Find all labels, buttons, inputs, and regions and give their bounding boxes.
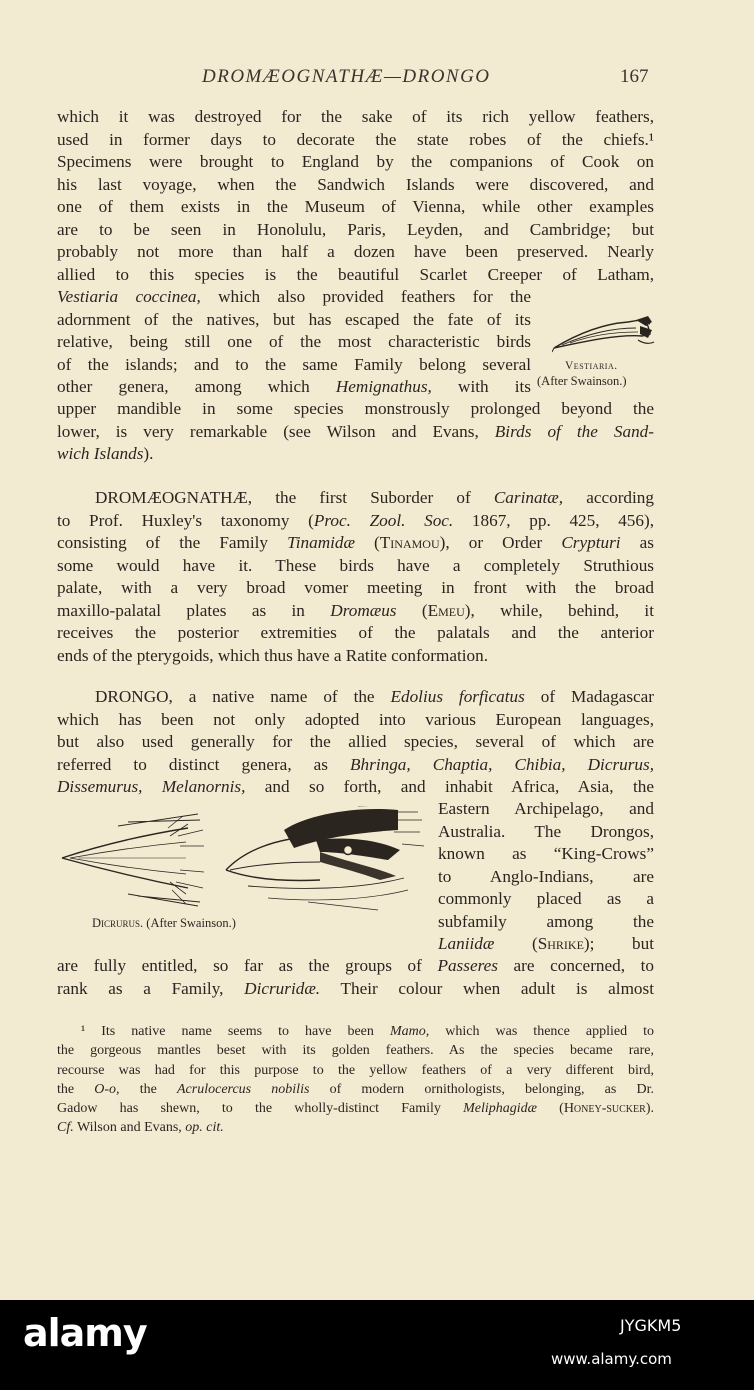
figure-caption-vestiaria: Vestiaria. (565, 360, 618, 372)
paragraph-drongo-end (57, 955, 654, 1000)
text-line: which it was destroyed for the sake of its rich yellow feathers, (57, 107, 654, 126)
text-line: Laniidæ (Shrike); but (438, 934, 654, 953)
entry-headword: DRONGO, a native name of the (95, 687, 391, 706)
text-line: probably not more than half a dozen have been preserved. Nearly (57, 242, 654, 261)
taxon-name: Vestiaria coccinea, (57, 287, 201, 306)
text-line: Eastern Archipelago, and (438, 799, 654, 818)
footnote-line: recourse was had for this purpose to the yellow feathers of a very different bird, (57, 1062, 654, 1078)
running-header (0, 66, 754, 90)
text-line: to Anglo-Indians, are (438, 866, 654, 886)
paragraph-drongo (57, 686, 654, 799)
text-line: commonly placed as a (438, 889, 654, 908)
paragraph-drongo-wrap (438, 798, 654, 956)
text-line: DROMÆOGNATHÆ, the first Suborder of Carinatæ, according (95, 488, 654, 507)
text-line: Vestiaria coccinea, which also provided feathers for the (57, 287, 531, 306)
text-line: maxillo-palatal plates as in Dromæus (Emeu), while, behind, it (57, 600, 654, 620)
text-line: Australia. The Drongos, (438, 821, 654, 841)
watermark-url[interactable]: www.alamy.com (551, 1350, 672, 1368)
text-line: known as “King-Crows” (438, 844, 654, 863)
text-line: upper mandible in some species monstrously prolonged beyond the (57, 399, 654, 418)
text-line: his last voyage, when the Sandwich Islands were discovered, and (57, 174, 654, 194)
footnote-line: the O-o, the Acrulocercus nobilis of modern ornithologists, belonging, as Dr. (57, 1081, 654, 1097)
text-line: wich Islands). (57, 444, 154, 463)
text-line: consisting of the Family Tinamidæ (Tinamou), or Order Crypturi as (57, 533, 654, 552)
footnote-line: Cf. Wilson and Evans, op. cit. (57, 1120, 224, 1136)
footnote-line: Gadow has shewn, to the wholly-distinct Family Meliphagidæ (Honey-sucker). (57, 1101, 654, 1117)
text-line: palate, with a very broad vomer meeting in front with the broad (57, 578, 654, 597)
text-line: ends of the pterygoids, which thus have a Ratite conformation. (57, 645, 489, 665)
paragraph-vestiaria-wrap (57, 286, 531, 399)
text-line: of the islands; and to the same Family belong several (57, 354, 531, 374)
text-line: adornment of the natives, but has escaped the fate of its (57, 309, 531, 329)
text-line: Dissemurus, Melanornis, and so forth, and inhabit Africa, Asia, the (57, 777, 654, 796)
image-id: JYGKM5 (620, 1316, 682, 1335)
taxon-name: Hemignathus, (335, 377, 432, 396)
watermark-banner (0, 1300, 754, 1390)
text-line: referred to distinct genera, as Bhringa, Chaptia, Chibia, Dicrurus, (57, 754, 654, 774)
text-line: one of them exists in the Museum of Vienna, while other examples (57, 197, 654, 216)
text-line: used in former days to decorate the state robes of the chiefs.¹ (57, 129, 654, 149)
text-line: receives the posterior extremities of the palatals and the anterior (57, 623, 654, 642)
text-line: but also used generally for the allied species, several of which are (57, 732, 654, 751)
footnote-line: the gorgeous mantles beset with its golden feathers. As the species became rare, (57, 1043, 654, 1059)
running-title: DROMÆOGNATHÆ—DRONGO (202, 66, 491, 87)
dicrurus-beak-illustration (58, 806, 428, 914)
entry-headword: DROMÆOGNATHÆ, the first Suborder of (95, 488, 494, 507)
alamy-logo[interactable]: alamy (23, 1311, 147, 1355)
figure-caption-dicrurus: Dicrurus. (After Swainson.) (92, 916, 236, 930)
footnote-line: ¹ Its native name seems to have been Mamo, which was thence applied to (81, 1024, 654, 1039)
text-line: other genera, among which Hemignathus, with its (57, 377, 531, 396)
text-line: relative, being still one of the most characteristic birds (57, 332, 531, 351)
vestiaria-beak-illustration (552, 312, 656, 358)
text-line: which has been not only adopted into various European languages, (57, 709, 654, 729)
footnote (57, 1022, 654, 1138)
text-line: rank as a Family, Dicruridæ. Their colour when adult is almost (57, 978, 654, 998)
text-line: subfamily among the (438, 911, 654, 931)
page-number: 167 (620, 66, 649, 87)
text-line: Specimens were brought to England by the companions of Cook on (57, 152, 654, 171)
paragraph-vestiaria-end (57, 398, 654, 466)
text-line: allied to this species is the beautiful Scarlet Creeper of Latham, (57, 264, 654, 284)
text-line: lower, is very remarkable (see Wilson and Evans, Birds of the Sand- (57, 421, 654, 441)
text-line: some would have it. These birds have a completely Struthious (57, 555, 654, 575)
text-line: are to be seen in Honolulu, Paris, Leyden, and Cambridge; but (57, 219, 654, 239)
text-line: are fully entitled, so far as the groups of Passeres are concerned, to (57, 956, 654, 975)
text-line: to Prof. Huxley's taxonomy (Proc. Zool. Soc. 1867, pp. 425, 456), (57, 510, 654, 530)
figure-caption-source: (After Swainson.) (537, 374, 627, 388)
bird-eye (344, 846, 353, 855)
text-line: DRONGO, a native name of the Edolius forficatus of Madagascar (95, 687, 654, 706)
paragraph-vestiaria (57, 106, 654, 286)
paragraph-dromaeognathae (57, 487, 654, 667)
